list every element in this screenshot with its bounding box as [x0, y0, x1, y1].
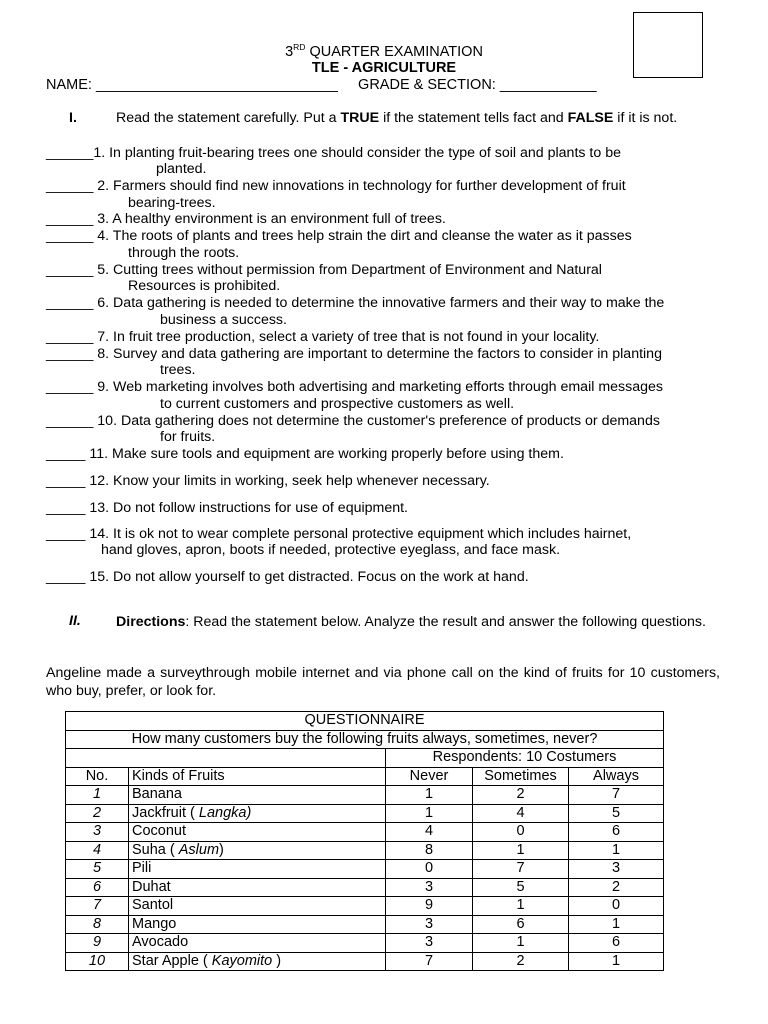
- question-item[interactable]: ______1. In planting fruit-bearing trees one should consider the type of soil and plants to be: [46, 145, 621, 161]
- row-fruit: Pili: [129, 860, 386, 879]
- row-always: 5: [569, 804, 664, 823]
- row-fruit: Coconut: [129, 823, 386, 842]
- row-no: 9: [66, 934, 129, 953]
- questionnaire-table: [65, 711, 664, 971]
- respondents-label: Respondents: 10 Costumers: [386, 749, 664, 768]
- col-sometimes-header: Sometimes: [473, 767, 569, 786]
- row-sometimes: 1: [473, 897, 569, 916]
- table-row: [66, 897, 664, 916]
- row-always: 0: [569, 897, 664, 916]
- row-fruit: Suha ( Aslum): [129, 841, 386, 860]
- row-never: 3: [386, 878, 473, 897]
- row-no: 2: [66, 804, 129, 823]
- question-item[interactable]: ______ 9. Web marketing involves both advertising and marketing efforts through email messages: [46, 379, 663, 395]
- question-item-cont: trees.: [160, 362, 196, 378]
- col-no-header: No.: [66, 767, 129, 786]
- part1-numeral: I.: [69, 110, 77, 126]
- question-item-cont: bearing-trees.: [128, 195, 216, 211]
- row-fruit: Star Apple ( Kayomito ): [129, 952, 386, 971]
- name-row: [46, 77, 597, 93]
- row-sometimes: 1: [473, 841, 569, 860]
- question-item[interactable]: _____ 12. Know your limits in working, seek help whenever necessary.: [46, 473, 490, 489]
- name-field[interactable]: NAME: ______________________________: [46, 77, 338, 93]
- row-always: 7: [569, 786, 664, 805]
- question-item-cont: business a success.: [160, 312, 287, 328]
- row-never: 3: [386, 934, 473, 953]
- question-item-cont: for fruits.: [160, 429, 216, 445]
- grade-section-field[interactable]: GRADE & SECTION: ____________: [358, 77, 597, 93]
- table-row: [66, 823, 664, 842]
- part2-numeral: II.: [69, 613, 81, 629]
- row-never: 1: [386, 804, 473, 823]
- part2-directions: Directions: Read the statement below. Analyze the result and answer the following questions.: [116, 614, 706, 630]
- question-item[interactable]: ______ 2. Farmers should find new innovations in technology for further development of fruit: [46, 178, 626, 194]
- row-no: 8: [66, 915, 129, 934]
- question-item[interactable]: ______ 4. The roots of plants and trees help strain the dirt and cleanse the water as it passes: [46, 228, 632, 244]
- question-item-cont: hand gloves, apron, boots if needed, protective eyeglass, and face mask.: [101, 542, 561, 558]
- question-item-cont: Resources is prohibited.: [128, 278, 281, 294]
- question-item[interactable]: ______ 5. Cutting trees without permission from Department of Environment and Natural: [46, 262, 602, 278]
- col-never-header: Never: [386, 767, 473, 786]
- question-item[interactable]: ______ 7. In fruit tree production, select a variety of tree that is not found in your locality.: [46, 329, 600, 345]
- table-row: [66, 915, 664, 934]
- survey-paragraph: Angeline made a surveythrough mobile internet and via phone call on the kind of fruits for 10 customers, who buy, prefer, or look for.: [46, 665, 720, 699]
- row-always: 1: [569, 841, 664, 860]
- col-fruit-header: Kinds of Fruits: [129, 767, 386, 786]
- row-always: 2: [569, 878, 664, 897]
- row-sometimes: 2: [473, 786, 569, 805]
- question-item[interactable]: _____ 14. It is ok not to wear complete personal protective equipment which includes hairnet,: [46, 526, 632, 542]
- table-row: [66, 934, 664, 953]
- question-item-cont: to current customers and prospective customers as well.: [160, 396, 515, 412]
- row-never: 9: [386, 897, 473, 916]
- row-fruit: Avocado: [129, 934, 386, 953]
- row-sometimes: 4: [473, 804, 569, 823]
- row-never: 8: [386, 841, 473, 860]
- question-item-cont: through the roots.: [128, 245, 240, 261]
- row-no: 6: [66, 878, 129, 897]
- table-header-row: [66, 767, 664, 786]
- question-item[interactable]: _____ 11. Make sure tools and equipment are working properly before using them.: [46, 446, 564, 462]
- row-never: 7: [386, 952, 473, 971]
- row-no: 3: [66, 823, 129, 842]
- exam-title: 3RD QUARTER EXAMINATION: [285, 42, 483, 60]
- question-item[interactable]: ______ 8. Survey and data gathering are important to determine the factors to consider in planting: [46, 346, 662, 362]
- row-always: 6: [569, 934, 664, 953]
- table-title: QUESTIONNAIRE: [66, 712, 664, 731]
- row-always: 1: [569, 915, 664, 934]
- question-item-cont: planted.: [156, 161, 207, 177]
- table-row: [66, 786, 664, 805]
- table-row: [66, 878, 664, 897]
- row-no: 7: [66, 897, 129, 916]
- table-row: [66, 952, 664, 971]
- row-sometimes: 1: [473, 934, 569, 953]
- table-row: [66, 860, 664, 879]
- row-always: 6: [569, 823, 664, 842]
- table-row: [66, 841, 664, 860]
- subject-title: TLE - AGRICULTURE: [311, 60, 457, 76]
- row-no: 4: [66, 841, 129, 860]
- table-row: [66, 804, 664, 823]
- row-sometimes: 0: [473, 823, 569, 842]
- row-never: 4: [386, 823, 473, 842]
- row-always: 1: [569, 952, 664, 971]
- question-item[interactable]: _____ 15. Do not allow yourself to get distracted. Focus on the work at hand.: [46, 569, 529, 585]
- table-question: How many customers buy the following fruits always, sometimes, never?: [66, 730, 664, 749]
- row-fruit: Banana: [129, 786, 386, 805]
- row-no: 1: [66, 786, 129, 805]
- row-fruit: Jackfruit ( Langka): [129, 804, 386, 823]
- row-never: 0: [386, 860, 473, 879]
- row-sometimes: 5: [473, 878, 569, 897]
- row-always: 3: [569, 860, 664, 879]
- row-no: 5: [66, 860, 129, 879]
- row-never: 3: [386, 915, 473, 934]
- question-item[interactable]: ______ 6. Data gathering is needed to determine the innovative farmers and their way to make the: [46, 295, 665, 311]
- row-sometimes: 2: [473, 952, 569, 971]
- row-fruit: Mango: [129, 915, 386, 934]
- row-never: 1: [386, 786, 473, 805]
- row-fruit: Duhat: [129, 878, 386, 897]
- question-item[interactable]: ______ 3. A healthy environment is an environment full of trees.: [46, 211, 446, 227]
- row-no: 10: [66, 952, 129, 971]
- row-sometimes: 6: [473, 915, 569, 934]
- question-item[interactable]: _____ 13. Do not follow instructions for use of equipment.: [46, 500, 408, 516]
- row-sometimes: 7: [473, 860, 569, 879]
- col-always-header: Always: [569, 767, 664, 786]
- row-fruit: Santol: [129, 897, 386, 916]
- question-item[interactable]: ______ 10. Data gathering does not determine the customer's preference of products or demands: [46, 413, 660, 429]
- part1-instructions: Read the statement carefully. Put a TRUE if the statement tells fact and FALSE if it is not.: [116, 110, 678, 126]
